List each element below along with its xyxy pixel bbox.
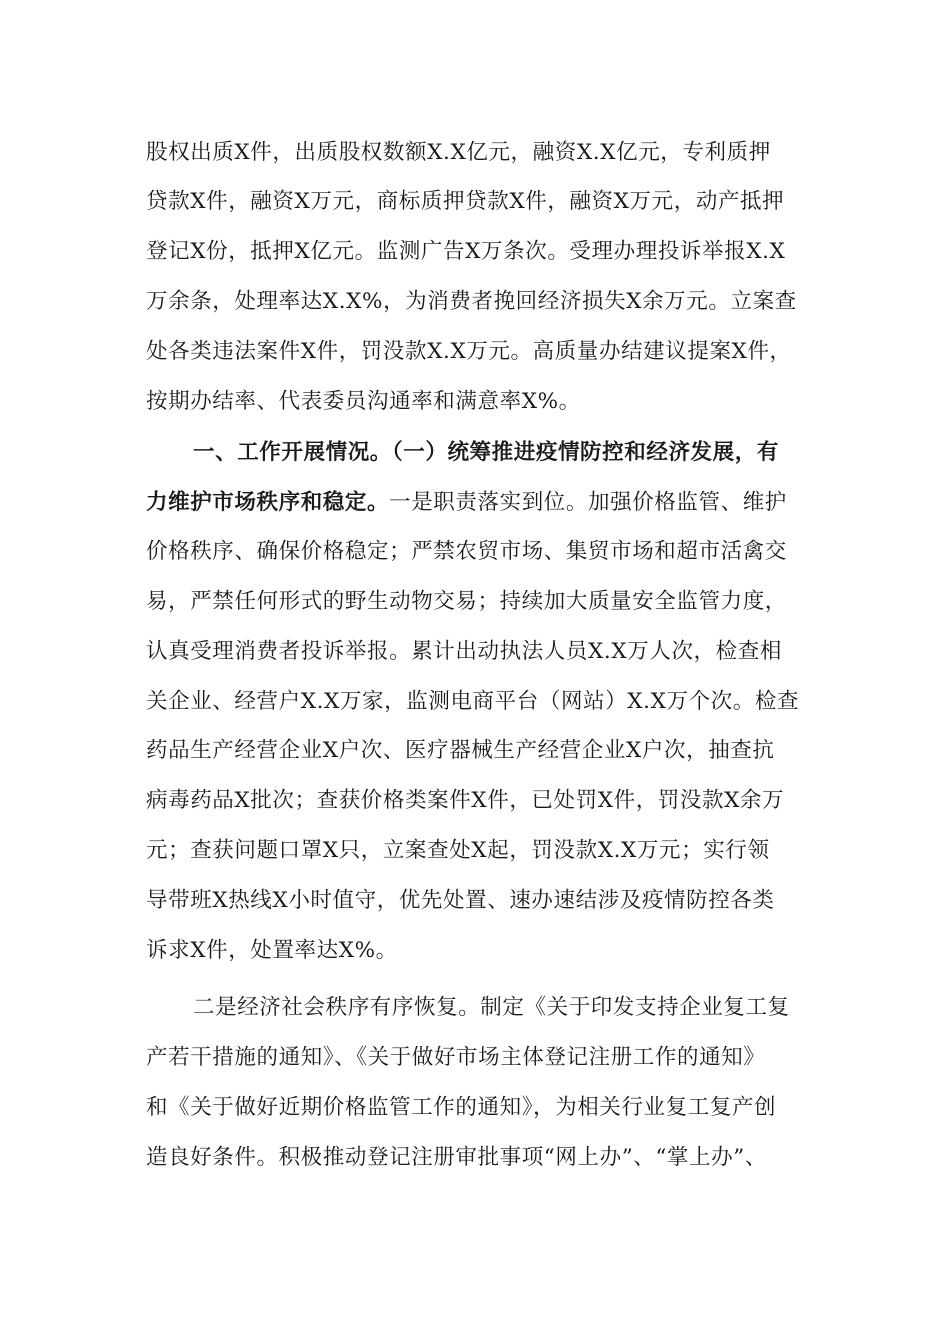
- body-line: 认真受理消费者投诉举报。累计出动执法人员X.X万人次，检查相: [146, 639, 782, 664]
- body-line: 贷款X件，融资X万元，商标质押贷款X件，融资X万元，动产抵押: [146, 189, 785, 214]
- body-line: 诉求X件，处置率达X%。: [146, 938, 398, 963]
- body-line: [146, 486, 836, 520]
- body-line: 万余条，处理率达X.X%，为消费者挽回经济损失X余万元。立案查: [146, 289, 797, 314]
- body-line: 按期办结率、代表委员沟通率和满意率X%。: [146, 389, 581, 414]
- body-line: 产若干措施的通知》、《关于做好市场主体登记注册工作的通知》: [146, 1045, 766, 1070]
- body-line: 造良好条件。积极推动登记注册审批事项“网上办”、“掌上办”、: [146, 1145, 767, 1170]
- body-line: 和《关于做好近期价格监管工作的通知》，为相关行业复工复产创: [146, 1095, 777, 1120]
- body-line: 关企业、经营户X.X万家，监测电商平台（网站）X.X万个次。检查: [146, 689, 800, 714]
- body-line: 病毒药品X批次；查获价格类案件X件，已处罚X件，罚没款X余万: [146, 788, 785, 813]
- body-line: 易，严禁任何形式的野生动物交易；持续加大质量安全监管力度，: [146, 589, 787, 614]
- body-line: 元；查获问题口罩X只，立案查处X起，罚没款X.X万元；实行领: [146, 838, 770, 863]
- body-text: 一是职责落实到位。加强价格监管、维护: [389, 490, 787, 515]
- body-line: 二是经济社会秩序有序恢复。制定《关于印发支持企业复工复: [193, 995, 790, 1020]
- body-line: 登记X份，抵押X亿元。监测广告X万条次。受理办理投诉举报X.X: [146, 239, 786, 264]
- body-line: 导带班X热线X小时值守，优先处置、速办速结涉及疫情防控各类: [146, 888, 775, 913]
- body-line: 处各类违法案件X件，罚没款X.X万元。高质量办结建议提案X件，: [146, 339, 792, 364]
- body-line: 药品生产经营企业X户次、医疗器械生产经营企业X户次，抽查抗: [146, 738, 775, 763]
- section-subheading: 力维护市场秩序和稳定。: [146, 490, 390, 515]
- body-line: 股权出质X件，出质股权数额X.X亿元，融资X.X亿元，专利质押: [146, 140, 771, 165]
- section-heading: 一、工作开展情况。（一）统筹推进疫情防控和经济发展，有: [193, 440, 779, 465]
- body-line: 价格秩序、确保价格稳定；严禁农贸市场、集贸市场和超市活禽交: [146, 539, 787, 564]
